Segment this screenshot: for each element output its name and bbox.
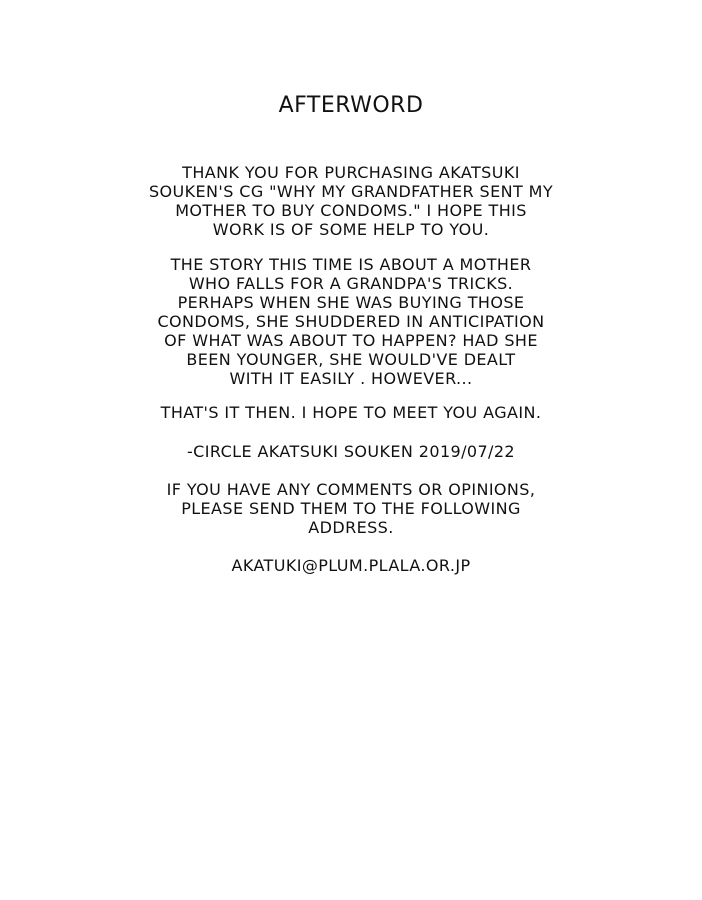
text-line: THAT'S IT THEN. I HOPE TO MEET YOU AGAIN. bbox=[160, 403, 542, 422]
text-line: IF YOU HAVE ANY COMMENTS OR OPINIONS, bbox=[166, 480, 536, 499]
text-line: WITH IT EASILY . HOWEVER... bbox=[229, 369, 473, 388]
page-title: AFTERWORD bbox=[278, 93, 424, 118]
paragraph-signature bbox=[0, 442, 702, 461]
text-line: CONDOMS, SHE SHUDDERED IN ANTICIPATION bbox=[157, 312, 545, 331]
paragraph-story bbox=[0, 255, 702, 388]
text-line: PERHAPS WHEN SHE WAS BUYING THOSE bbox=[177, 293, 525, 312]
paragraph-thanks bbox=[0, 163, 702, 239]
paragraph-email bbox=[0, 556, 702, 575]
text-line: BEEN YOUNGER, SHE WOULD'VE DEALT bbox=[186, 350, 516, 369]
text-line: THE STORY THIS TIME IS ABOUT A MOTHER bbox=[170, 255, 532, 274]
text-line: -CIRCLE AKATSUKI SOUKEN 2019/07/22 bbox=[187, 442, 515, 461]
paragraph-closing bbox=[0, 403, 702, 422]
text-line: OF WHAT WAS ABOUT TO HAPPEN? HAD SHE bbox=[164, 331, 538, 350]
text-line: WHO FALLS FOR A GRANDPA'S TRICKS. bbox=[188, 274, 514, 293]
text-line: MOTHER TO BUY CONDOMS." I HOPE THIS bbox=[175, 201, 527, 220]
email-address: AKATUKI@PLUM.PLALA.OR.JP bbox=[231, 556, 471, 575]
paragraph-contact bbox=[0, 480, 702, 537]
text-line: PLEASE SEND THEM TO THE FOLLOWING bbox=[181, 499, 521, 518]
text-line: THANK YOU FOR PURCHASING AKATSUKI bbox=[182, 163, 520, 182]
text-line: ADDRESS. bbox=[308, 518, 394, 537]
text-line: SOUKEN'S CG "WHY MY GRANDFATHER SENT MY bbox=[149, 182, 553, 201]
text-line: WORK IS OF SOME HELP TO YOU. bbox=[212, 220, 490, 239]
